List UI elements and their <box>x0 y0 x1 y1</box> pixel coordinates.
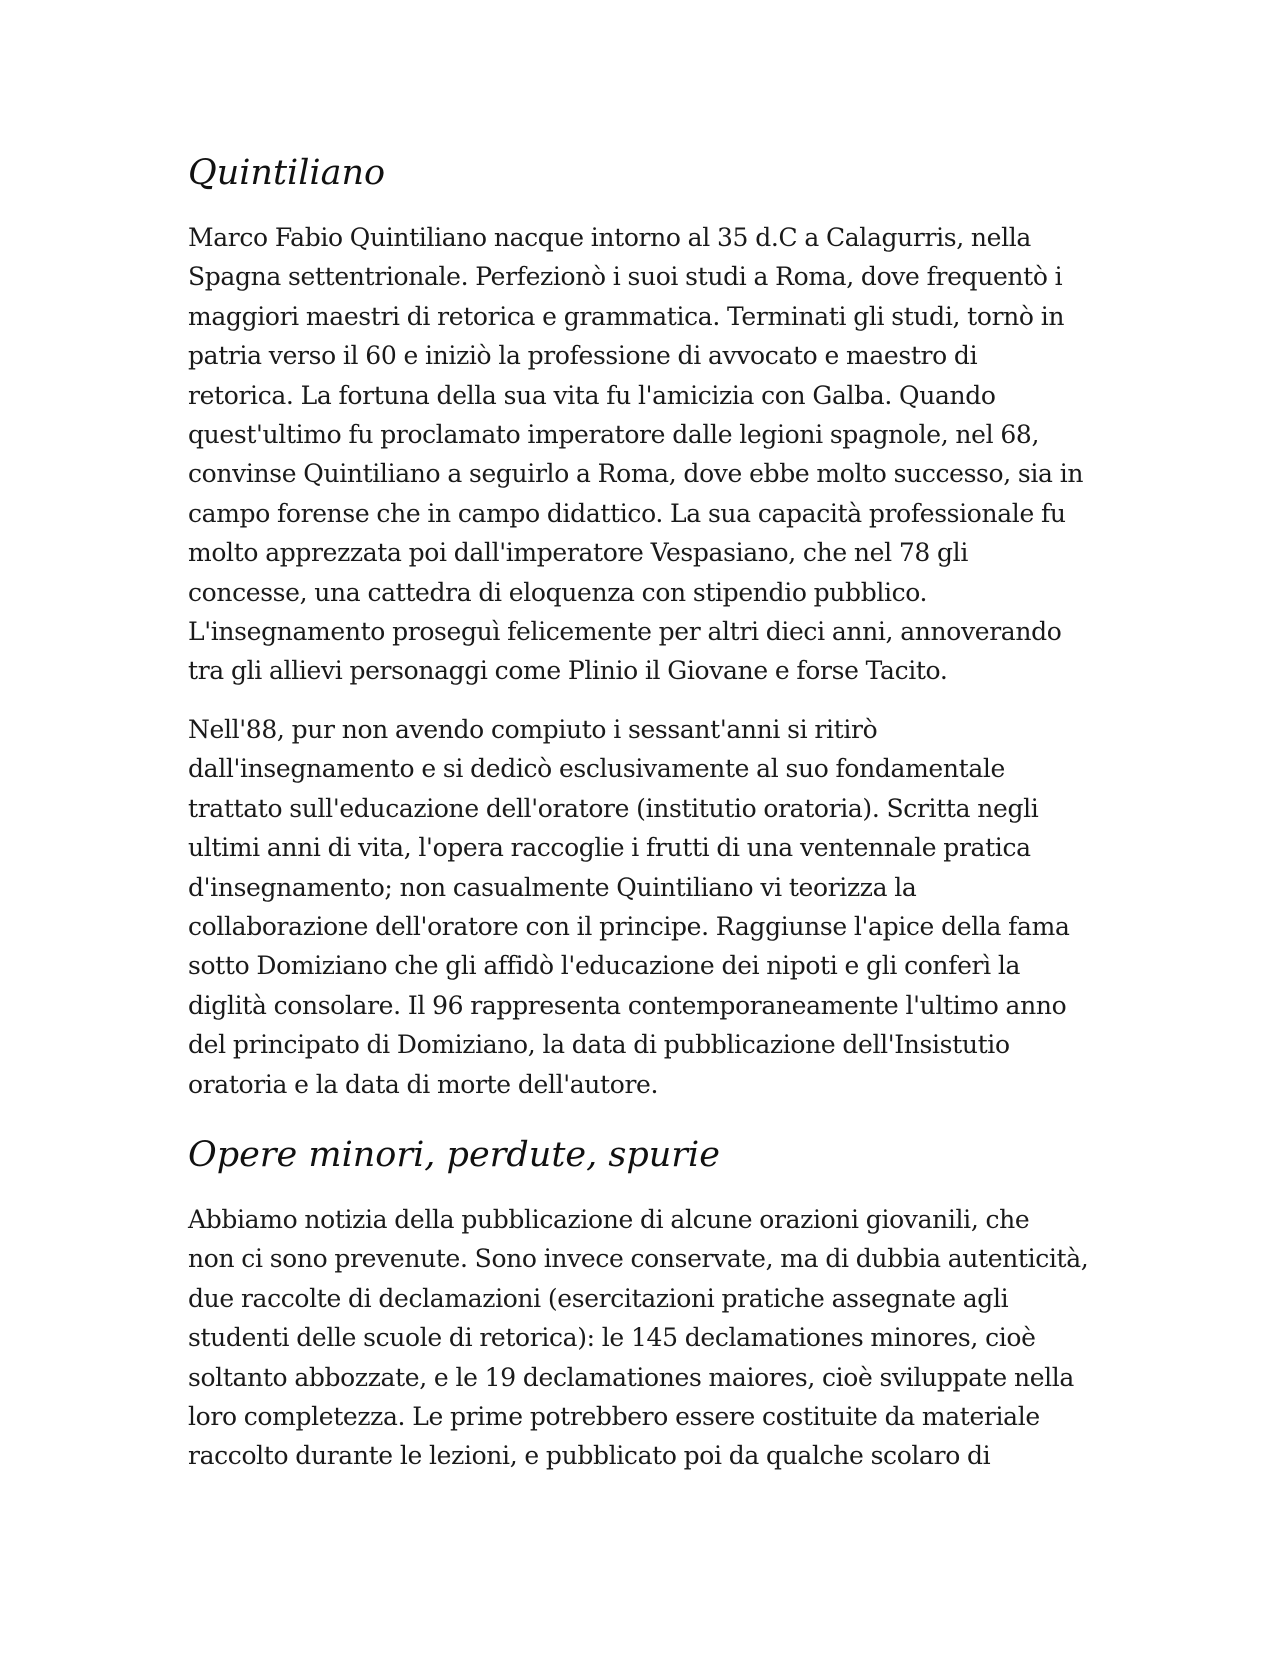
text-line: studenti delle scuole di retorica): le 145 declamationes minores, cioè <box>188 1323 1036 1353</box>
text-line: Marco Fabio Quintiliano nacque intorno al 35 d.C a Calagurris, nella <box>188 223 1031 252</box>
paragraph-minor-works <box>188 1200 1098 1476</box>
text-line: d'insegnamento; non casualmente Quintiliano vi teorizza la <box>188 872 917 902</box>
text-line: due raccolte di declamazioni (esercitazioni pratiche assegnate agli <box>188 1283 1009 1313</box>
text-line: collaborazione dell'oratore con il principe. Raggiunse l'apice della fama <box>188 911 1070 941</box>
section-title-quintiliano: Quintiliano <box>188 153 386 193</box>
text-line: maggiori maestri di retorica e grammatica. Terminati gli studi, tornò in <box>188 301 1065 331</box>
text-line: quest'ultimo fu proclamato imperatore dalle legioni spagnole, nel 68, <box>188 420 1040 450</box>
text-line: patria verso il 60 e iniziò la professione di avvocato e maestro di <box>188 341 978 371</box>
paragraph-retirement <box>188 710 1098 1104</box>
text-line: soltanto abbozzate, e le 19 declamationes maiores, cioè sviluppate nella <box>188 1362 1074 1392</box>
text-line: concesse, una cattedra di eloquenza con stipendio pubblico. <box>188 577 928 607</box>
text-line: trattato sull'educazione dell'oratore (institutio oratoria). Scritta negli <box>188 793 1039 823</box>
text-line: del principato di Domiziano, la data di pubblicazione dell'Insistutio <box>188 1030 1010 1060</box>
text-line: retorica. La fortuna della sua vita fu l'amicizia con Galba. Quando <box>188 380 996 410</box>
text-line: campo forense che in campo didattico. La sua capacità professionale fu <box>188 498 1066 528</box>
text-line: raccolto durante le lezioni, e pubblicato poi da qualche scolaro di <box>188 1441 991 1471</box>
text-line: ultimi anni di vita, l'opera raccoglie i frutti di una ventennale pratica <box>188 833 1031 863</box>
text-line: loro completezza. Le prime potrebbero essere costituite da materiale <box>188 1401 1040 1431</box>
text-line: dall'insegnamento e si dedicò esclusivamente al suo fondamentale <box>188 754 1005 784</box>
document-page <box>188 150 1098 1495</box>
text-line: Abbiamo notizia della pubblicazione di alcune orazioni giovanili, che <box>188 1204 1030 1234</box>
text-line: sotto Domiziano che gli affidò l'educazione dei nipoti e gli conferì la <box>188 951 1021 981</box>
section-title-opere-minori: Opere minori, perdute, spurie <box>188 1134 720 1175</box>
text-line: diglità consolare. Il 96 rappresenta contemporaneamente l'ultimo anno <box>188 990 1067 1020</box>
paragraph-biography <box>188 218 1098 691</box>
text-line: tra gli allievi personaggi come Plinio il Giovane e forse Tacito. <box>188 656 948 686</box>
text-line: L'insegnamento proseguì felicemente per altri dieci anni, annoverando <box>188 617 1062 647</box>
text-line: non ci sono prevenute. Sono invece conservate, ma di dubbia autenticità, <box>188 1244 1089 1274</box>
text-line: convinse Quintiliano a seguirlo a Roma, dove ebbe molto successo, sia in <box>188 459 1084 489</box>
text-line: molto apprezzata poi dall'imperatore Vespasiano, che nel 78 gli <box>188 538 968 568</box>
text-line: Spagna settentrionale. Perfezionò i suoi studi a Roma, dove frequentò i <box>188 262 1063 292</box>
text-line: Nell'88, pur non avendo compiuto i sessant'anni si ritirò <box>188 714 878 744</box>
text-line: oratoria e la data di morte dell'autore. <box>188 1069 659 1099</box>
